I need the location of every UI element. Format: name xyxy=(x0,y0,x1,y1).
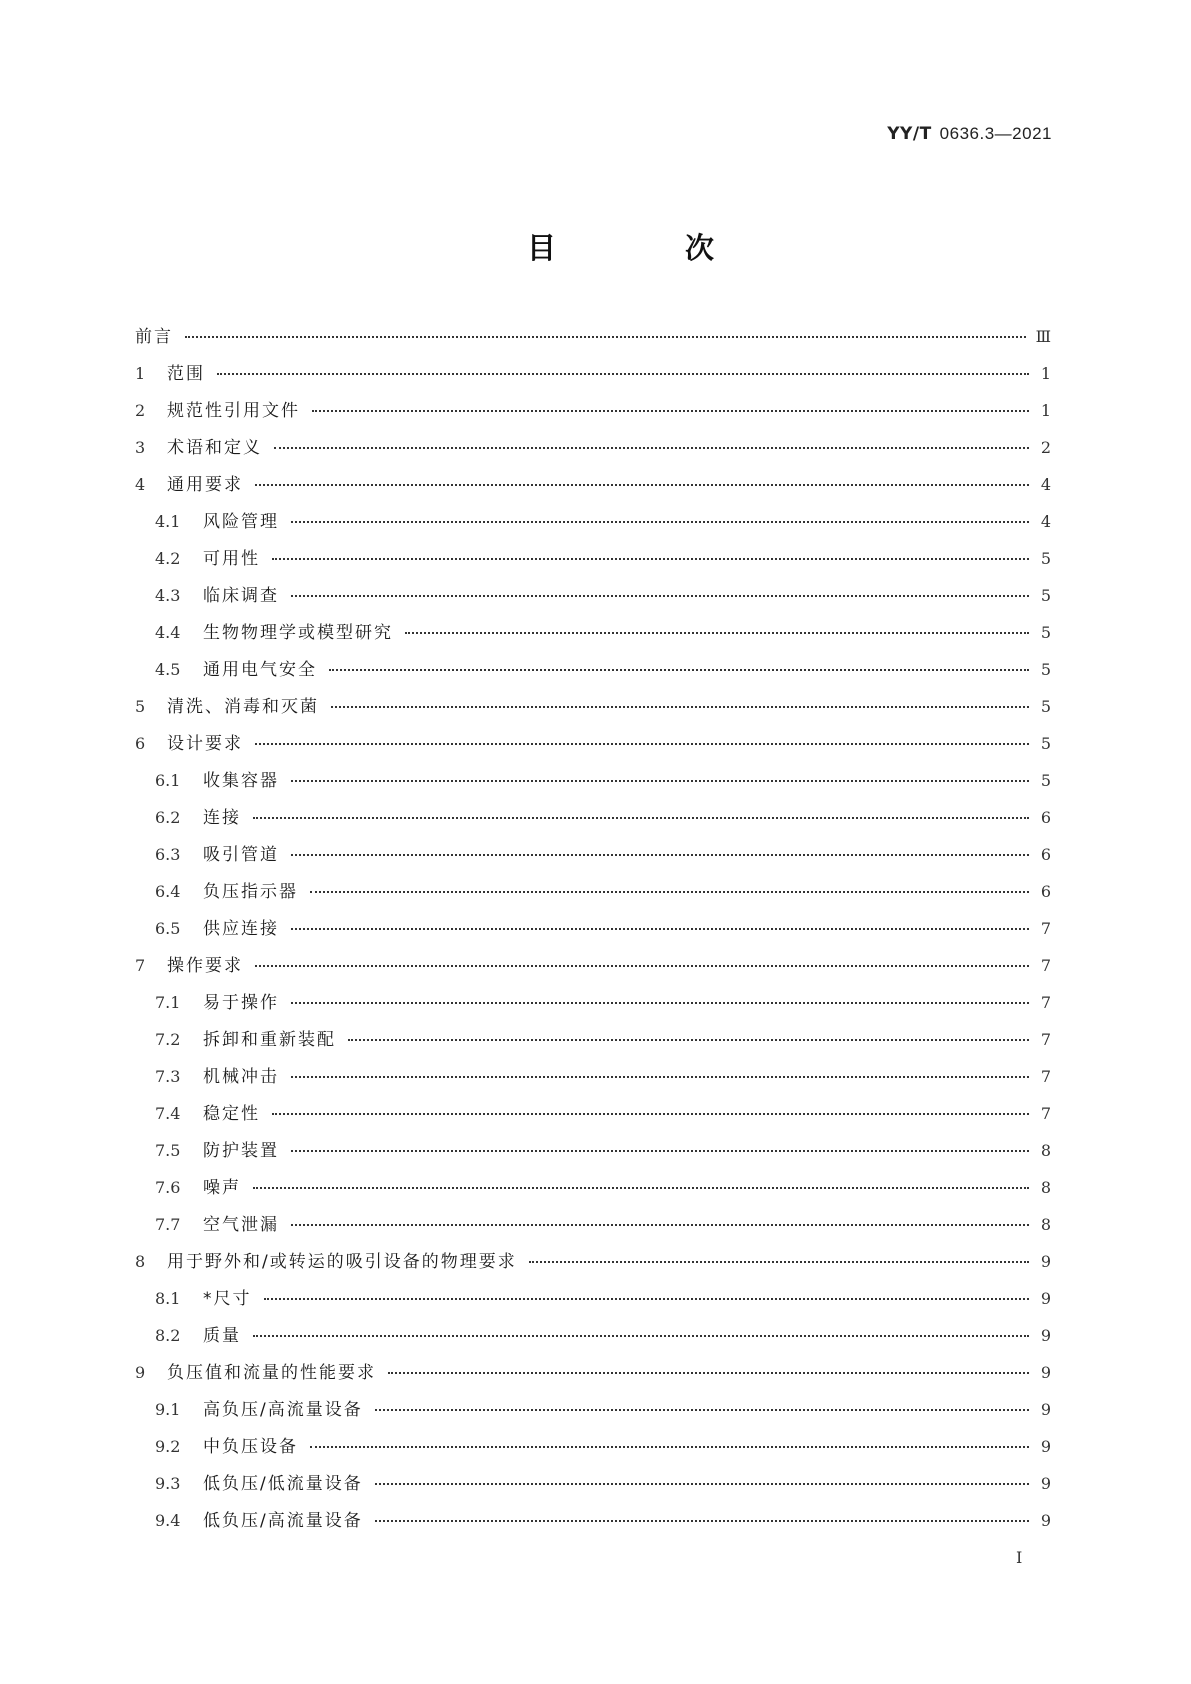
toc-entry[interactable] xyxy=(135,544,1051,581)
toc-entry[interactable] xyxy=(135,1210,1051,1247)
toc-entry-page: Ⅲ xyxy=(1035,327,1051,346)
standard-code: YY/T xyxy=(887,124,932,144)
toc-dot-leader xyxy=(291,520,1029,523)
toc-entry[interactable] xyxy=(135,1136,1051,1173)
toc-entry-number: 3 xyxy=(135,438,146,457)
toc-entry-label: 范围 xyxy=(167,364,205,384)
toc-dot-leader xyxy=(255,483,1029,486)
toc-dot-leader xyxy=(291,1075,1029,1078)
toc-entry-page: 7 xyxy=(1040,1067,1051,1086)
toc-entry-label: 清洗、消毒和灭菌 xyxy=(167,697,319,717)
toc-entry-number: 4.2 xyxy=(155,549,181,568)
toc-entry-label: 低负压/高流量设备 xyxy=(203,1511,363,1531)
toc-entry-number: 6 xyxy=(135,734,146,753)
toc-entry-label: 噪声 xyxy=(203,1178,241,1198)
page-title: 目 次 xyxy=(526,231,764,265)
toc-entry-number: 5 xyxy=(135,697,146,716)
toc-entry[interactable] xyxy=(135,877,1051,914)
toc-entry-number: 6.1 xyxy=(155,771,181,790)
toc-entry-number: 6.3 xyxy=(155,845,181,864)
toc-entry-page: 4 xyxy=(1040,512,1051,531)
toc-dot-leader xyxy=(529,1260,1029,1263)
toc-entry-page: 4 xyxy=(1040,475,1051,494)
toc-entry[interactable] xyxy=(135,359,1051,396)
toc-entry-page: 9 xyxy=(1040,1252,1051,1271)
toc-entry[interactable] xyxy=(135,470,1051,507)
toc-entry[interactable] xyxy=(135,840,1051,877)
toc-entry-label: 通用要求 xyxy=(167,475,243,495)
toc-entry-label: 质量 xyxy=(203,1326,241,1346)
toc-dot-leader xyxy=(375,1482,1029,1485)
toc-entry[interactable] xyxy=(135,1025,1051,1062)
table-of-contents xyxy=(135,322,1051,1543)
toc-entry-page: 9 xyxy=(1040,1474,1051,1493)
toc-entry[interactable] xyxy=(135,396,1051,433)
toc-entry-label: 规范性引用文件 xyxy=(167,401,300,421)
toc-entry-label: 稳定性 xyxy=(203,1104,260,1124)
toc-dot-leader xyxy=(348,1038,1029,1041)
toc-entry[interactable] xyxy=(135,1173,1051,1210)
toc-dot-leader xyxy=(291,927,1029,930)
toc-entry-label: 高负压/高流量设备 xyxy=(203,1400,363,1420)
toc-entry-page: 9 xyxy=(1040,1437,1051,1456)
toc-entry[interactable] xyxy=(135,1506,1051,1543)
toc-entry[interactable] xyxy=(135,1358,1051,1395)
toc-entry-page: 5 xyxy=(1040,660,1051,679)
toc-dot-leader xyxy=(291,1223,1029,1226)
toc-entry-number: 8 xyxy=(135,1252,146,1271)
toc-entry-page: 9 xyxy=(1040,1400,1051,1419)
toc-entry[interactable] xyxy=(135,803,1051,840)
toc-entry-number: 7.6 xyxy=(155,1178,181,1197)
toc-entry-label: 用于野外和/或转运的吸引设备的物理要求 xyxy=(167,1252,517,1272)
toc-entry-page: 2 xyxy=(1040,438,1051,457)
toc-entry-page: 7 xyxy=(1040,919,1051,938)
toc-entry-page: 9 xyxy=(1040,1511,1051,1530)
toc-entry-page: 5 xyxy=(1040,771,1051,790)
toc-entry[interactable] xyxy=(135,655,1051,692)
toc-entry-label: 连接 xyxy=(203,808,241,828)
toc-entry-label: 临床调查 xyxy=(203,586,279,606)
toc-entry[interactable] xyxy=(135,1284,1051,1321)
toc-entry-label: 设计要求 xyxy=(167,734,243,754)
toc-entry-page: 6 xyxy=(1040,845,1051,864)
toc-entry-label: 供应连接 xyxy=(203,919,279,939)
toc-entry-page: 1 xyxy=(1040,401,1051,420)
toc-dot-leader xyxy=(312,409,1029,412)
toc-entry-page: 1 xyxy=(1040,364,1051,383)
toc-entry-page: 5 xyxy=(1040,734,1051,753)
toc-entry-label: 负压指示器 xyxy=(203,882,298,902)
toc-entry-label: 易于操作 xyxy=(203,993,279,1013)
toc-dot-leader xyxy=(272,557,1029,560)
toc-entry[interactable] xyxy=(135,581,1051,618)
toc-entry-label: 前言 xyxy=(135,327,173,347)
toc-dot-leader xyxy=(375,1408,1029,1411)
toc-dot-leader xyxy=(217,372,1029,375)
toc-dot-leader xyxy=(185,335,1026,338)
toc-entry-page: 8 xyxy=(1040,1141,1051,1160)
toc-dot-leader xyxy=(405,631,1029,634)
toc-entry-number: 6.5 xyxy=(155,919,181,938)
toc-entry-page: 7 xyxy=(1040,956,1051,975)
toc-entry-label: 操作要求 xyxy=(167,956,243,976)
toc-entry[interactable] xyxy=(135,766,1051,803)
toc-entry-page: 8 xyxy=(1040,1215,1051,1234)
toc-entry-number: 9 xyxy=(135,1363,146,1382)
toc-entry-page: 6 xyxy=(1040,882,1051,901)
toc-dot-leader xyxy=(329,668,1029,671)
toc-entry-page: 5 xyxy=(1040,697,1051,716)
toc-dot-leader xyxy=(264,1297,1030,1300)
toc-entry-number: 9.3 xyxy=(155,1474,181,1493)
toc-entry-number: 7.3 xyxy=(155,1067,181,1086)
toc-entry[interactable] xyxy=(135,1062,1051,1099)
toc-entry-number: 4.4 xyxy=(155,623,181,642)
toc-entry[interactable] xyxy=(135,914,1051,951)
toc-entry-page: 8 xyxy=(1040,1178,1051,1197)
toc-entry[interactable] xyxy=(135,1247,1051,1284)
toc-entry-number: 9.1 xyxy=(155,1400,181,1419)
toc-entry[interactable] xyxy=(135,618,1051,655)
toc-dot-leader xyxy=(388,1371,1029,1374)
toc-dot-leader xyxy=(253,1186,1029,1189)
toc-dot-leader xyxy=(375,1519,1029,1522)
toc-entry-number: 7.5 xyxy=(155,1141,181,1160)
toc-entry-number: 9.4 xyxy=(155,1511,181,1530)
toc-entry-number: 4 xyxy=(135,475,146,494)
toc-entry-number: 7.4 xyxy=(155,1104,181,1123)
toc-entry[interactable] xyxy=(135,1469,1051,1506)
toc-dot-leader xyxy=(272,1112,1029,1115)
toc-entry[interactable] xyxy=(135,433,1051,470)
toc-entry-page: 9 xyxy=(1040,1289,1051,1308)
toc-entry-page: 5 xyxy=(1040,623,1051,642)
toc-entry-page: 9 xyxy=(1040,1363,1051,1382)
toc-dot-leader xyxy=(331,705,1029,708)
toc-entry-number: 4.1 xyxy=(155,512,181,531)
toc-entry-page: 7 xyxy=(1040,993,1051,1012)
toc-dot-leader xyxy=(291,853,1029,856)
toc-entry-label: *尺寸 xyxy=(203,1289,252,1309)
toc-entry-label: 机械冲击 xyxy=(203,1067,279,1087)
toc-dot-leader xyxy=(291,1001,1029,1004)
toc-entry-label: 空气泄漏 xyxy=(203,1215,279,1235)
toc-entry-label: 生物物理学或模型研究 xyxy=(203,623,393,643)
toc-entry-page: 6 xyxy=(1040,808,1051,827)
toc-entry-number: 7.7 xyxy=(155,1215,181,1234)
toc-entry-number: 7 xyxy=(135,956,146,975)
toc-dot-leader xyxy=(291,1149,1029,1152)
toc-entry[interactable] xyxy=(135,988,1051,1025)
toc-entry[interactable] xyxy=(135,1432,1051,1469)
toc-entry-number: 6.4 xyxy=(155,882,181,901)
toc-entry-number: 4.3 xyxy=(155,586,181,605)
toc-entry[interactable] xyxy=(135,1099,1051,1136)
toc-dot-leader xyxy=(274,446,1029,449)
toc-entry-page: 9 xyxy=(1040,1326,1051,1345)
toc-dot-leader xyxy=(310,890,1029,893)
page-number: I xyxy=(1016,1548,1023,1567)
toc-entry[interactable] xyxy=(135,1321,1051,1358)
toc-entry-label: 风险管理 xyxy=(203,512,279,532)
toc-entry[interactable] xyxy=(135,1395,1051,1432)
toc-entry-page: 7 xyxy=(1040,1104,1051,1123)
toc-entry[interactable] xyxy=(135,729,1051,766)
toc-entry-number: 1 xyxy=(135,364,146,383)
toc-entry-label: 通用电气安全 xyxy=(203,660,317,680)
toc-dot-leader xyxy=(255,964,1029,967)
toc-dot-leader xyxy=(255,742,1029,745)
toc-entry-page: 5 xyxy=(1040,586,1051,605)
toc-entry-label: 中负压设备 xyxy=(203,1437,298,1457)
toc-entry-page: 7 xyxy=(1040,1030,1051,1049)
toc-entry-label: 可用性 xyxy=(203,549,260,569)
toc-entry-label: 吸引管道 xyxy=(203,845,279,865)
toc-entry[interactable] xyxy=(135,507,1051,544)
toc-dot-leader xyxy=(310,1445,1029,1448)
toc-entry-number: 6.2 xyxy=(155,808,181,827)
toc-entry-label: 负压值和流量的性能要求 xyxy=(167,1363,376,1383)
toc-entry-page: 5 xyxy=(1040,549,1051,568)
toc-dot-leader xyxy=(291,594,1029,597)
toc-dot-leader xyxy=(291,779,1029,782)
toc-entry-number: 8.1 xyxy=(155,1289,181,1308)
standard-number xyxy=(887,124,1052,144)
toc-dot-leader xyxy=(253,816,1029,819)
toc-entry-number: 8.2 xyxy=(155,1326,181,1345)
toc-entry[interactable] xyxy=(135,322,1051,359)
toc-dot-leader xyxy=(253,1334,1029,1337)
toc-entry-number: 2 xyxy=(135,401,146,420)
toc-entry-number: 7.1 xyxy=(155,993,181,1012)
toc-entry-label: 防护装置 xyxy=(203,1141,279,1161)
toc-entry-label: 拆卸和重新装配 xyxy=(203,1030,336,1050)
standard-number-value: 0636.3—2021 xyxy=(939,124,1052,143)
toc-entry-label: 低负压/低流量设备 xyxy=(203,1474,363,1494)
toc-entry-label: 收集容器 xyxy=(203,771,279,791)
toc-entry-number: 9.2 xyxy=(155,1437,181,1456)
toc-entry-number: 4.5 xyxy=(155,660,181,679)
toc-entry-label: 术语和定义 xyxy=(167,438,262,458)
toc-entry[interactable] xyxy=(135,951,1051,988)
toc-entry[interactable] xyxy=(135,692,1051,729)
toc-entry-number: 7.2 xyxy=(155,1030,181,1049)
